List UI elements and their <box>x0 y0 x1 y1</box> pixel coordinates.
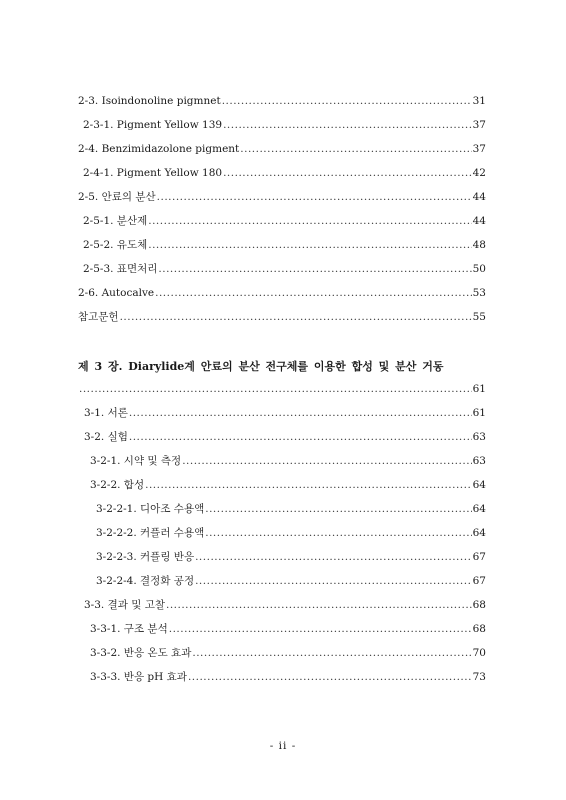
toc-entry-label: 3-2. 실험 <box>84 431 128 443</box>
toc-entry-page: 64 <box>472 527 486 539</box>
toc-entry-page: 67 <box>472 575 486 587</box>
toc-entry-3-3-3[interactable] <box>78 670 486 684</box>
toc-entry-3-3-2[interactable] <box>78 646 486 660</box>
toc-entry-3-2-2-2[interactable] <box>78 526 486 540</box>
toc-entry-3-2-2-3[interactable] <box>78 550 486 564</box>
toc-leader-dots <box>120 310 472 324</box>
chapter-3-page-line[interactable] <box>78 382 486 396</box>
toc-leader-dots <box>79 382 472 396</box>
toc-entry-2-5-2[interactable] <box>78 238 486 252</box>
toc-entry-label: 3-2-1. 시약 및 측정 <box>90 455 182 467</box>
toc-entry-page: 64 <box>472 479 486 491</box>
toc-entry-page: 68 <box>472 623 486 635</box>
toc-leader-dots <box>169 622 472 636</box>
toc-leader-dots <box>188 670 472 684</box>
toc-leader-dots <box>195 550 472 564</box>
toc-entry-page: 44 <box>472 215 486 227</box>
toc-entry-label: 2-4-1. Pigment Yellow 180 <box>83 167 223 179</box>
toc-entry-page: 63 <box>472 455 486 467</box>
toc-entry-label: 3-2-2-4. 결정화 공정 <box>96 575 195 587</box>
toc-leader-dots <box>205 502 471 516</box>
toc-entry-2-4-1[interactable] <box>78 166 486 180</box>
toc-entry-3-2-2[interactable] <box>78 478 486 492</box>
toc-entry-label: 2-6. Autocalve <box>78 287 155 299</box>
toc-entry-2-4[interactable] <box>78 142 486 156</box>
toc-entry-3-2-2-1[interactable] <box>78 502 486 516</box>
toc-entry-label: 2-4. Benzimidazolone pigment <box>78 143 240 155</box>
toc-entry-label: 3-3. 결과 및 고찰 <box>84 599 165 611</box>
toc-entry-page: 48 <box>472 239 486 251</box>
toc-entry-3-1[interactable] <box>78 406 486 420</box>
toc-entry-page: 50 <box>472 263 486 275</box>
toc-entry-page: 37 <box>472 119 486 131</box>
toc-entry-page: 67 <box>472 551 486 563</box>
toc-leader-dots <box>129 430 472 444</box>
toc-leader-dots <box>192 646 471 660</box>
toc-leader-dots <box>166 598 472 612</box>
toc-entry-label: 2-5. 안료의 분산 <box>78 191 156 203</box>
toc-entry-references[interactable] <box>78 310 486 324</box>
toc-entry-3-2-2-4[interactable] <box>78 574 486 588</box>
toc-entry-label: 2-5-1. 분산제 <box>83 215 148 227</box>
toc-entry-page: 55 <box>472 311 486 323</box>
toc-leader-dots <box>223 166 472 180</box>
toc-entry-label: 3-2-2-2. 커플러 수용액 <box>96 527 205 539</box>
toc-entry-2-5-3[interactable] <box>78 262 486 276</box>
toc-entry-2-5-1[interactable] <box>78 214 486 228</box>
toc-entry-label: 3-1. 서론 <box>84 407 128 419</box>
toc-entry-page: 31 <box>472 95 486 107</box>
toc-entry-2-3-1[interactable] <box>78 118 486 132</box>
toc-entry-label: 2-3. Isoindonoline pigmnet <box>78 95 221 107</box>
toc-entry-label: 2-3-1. Pigment Yellow 139 <box>83 119 223 131</box>
toc-entry-page: 61 <box>472 383 486 395</box>
toc-entry-page: 44 <box>472 191 486 203</box>
toc-leader-dots <box>157 190 472 204</box>
toc-entry-label: 3-3-2. 반응 온도 효과 <box>90 647 192 659</box>
toc-entry-page: 37 <box>472 143 486 155</box>
toc-leader-dots <box>195 574 472 588</box>
toc-entry-3-3-1[interactable] <box>78 622 486 636</box>
chapter-3-title[interactable]: 제 3 장. Diarylide계 안료의 분산 전구체를 이용한 합성 및 분산 거동 <box>78 360 444 373</box>
toc-leader-dots <box>205 526 471 540</box>
toc-leader-dots <box>240 142 471 156</box>
toc-leader-dots <box>222 94 472 108</box>
toc-entry-3-2[interactable] <box>78 430 486 444</box>
toc-leader-dots <box>148 214 471 228</box>
toc-entry-page: 42 <box>472 167 486 179</box>
toc-leader-dots <box>155 286 472 300</box>
page-number: - ii - <box>269 740 297 752</box>
toc-entry-page: 53 <box>472 287 486 299</box>
toc-entry-label: 2-5-3. 표면처리 <box>83 263 158 275</box>
toc-entry-label: 2-5-2. 유도체 <box>83 239 148 251</box>
toc-entry-2-3[interactable] <box>78 94 486 108</box>
toc-leader-dots <box>182 454 471 468</box>
toc-entry-page: 68 <box>472 599 486 611</box>
toc-entry-3-2-1[interactable] <box>78 454 486 468</box>
toc-entry-page: 63 <box>472 431 486 443</box>
toc-leader-dots <box>223 118 472 132</box>
toc-entry-page: 64 <box>472 503 486 515</box>
toc-entry-label: 3-2-2-3. 커플링 반응 <box>96 551 195 563</box>
toc-entry-3-3[interactable] <box>78 598 486 612</box>
toc-entry-label: 3-2-2-1. 디아조 수용액 <box>96 503 205 515</box>
toc-entry-page: 70 <box>472 647 486 659</box>
toc-entry-2-5[interactable] <box>78 190 486 204</box>
toc-leader-dots <box>145 478 472 492</box>
toc-entry-label: 참고문헌 <box>78 311 119 323</box>
toc-entry-2-6[interactable] <box>78 286 486 300</box>
toc-entry-label: 3-2-2. 합성 <box>90 479 145 491</box>
toc-entry-label: 3-3-1. 구조 분석 <box>90 623 168 635</box>
toc-entry-label: 3-3-3. 반응 pH 효과 <box>90 671 187 683</box>
toc-entry-page: 61 <box>472 407 486 419</box>
toc-leader-dots <box>158 262 471 276</box>
toc-entry-page: 73 <box>472 671 486 683</box>
toc-leader-dots <box>129 406 472 420</box>
toc-leader-dots <box>148 238 471 252</box>
